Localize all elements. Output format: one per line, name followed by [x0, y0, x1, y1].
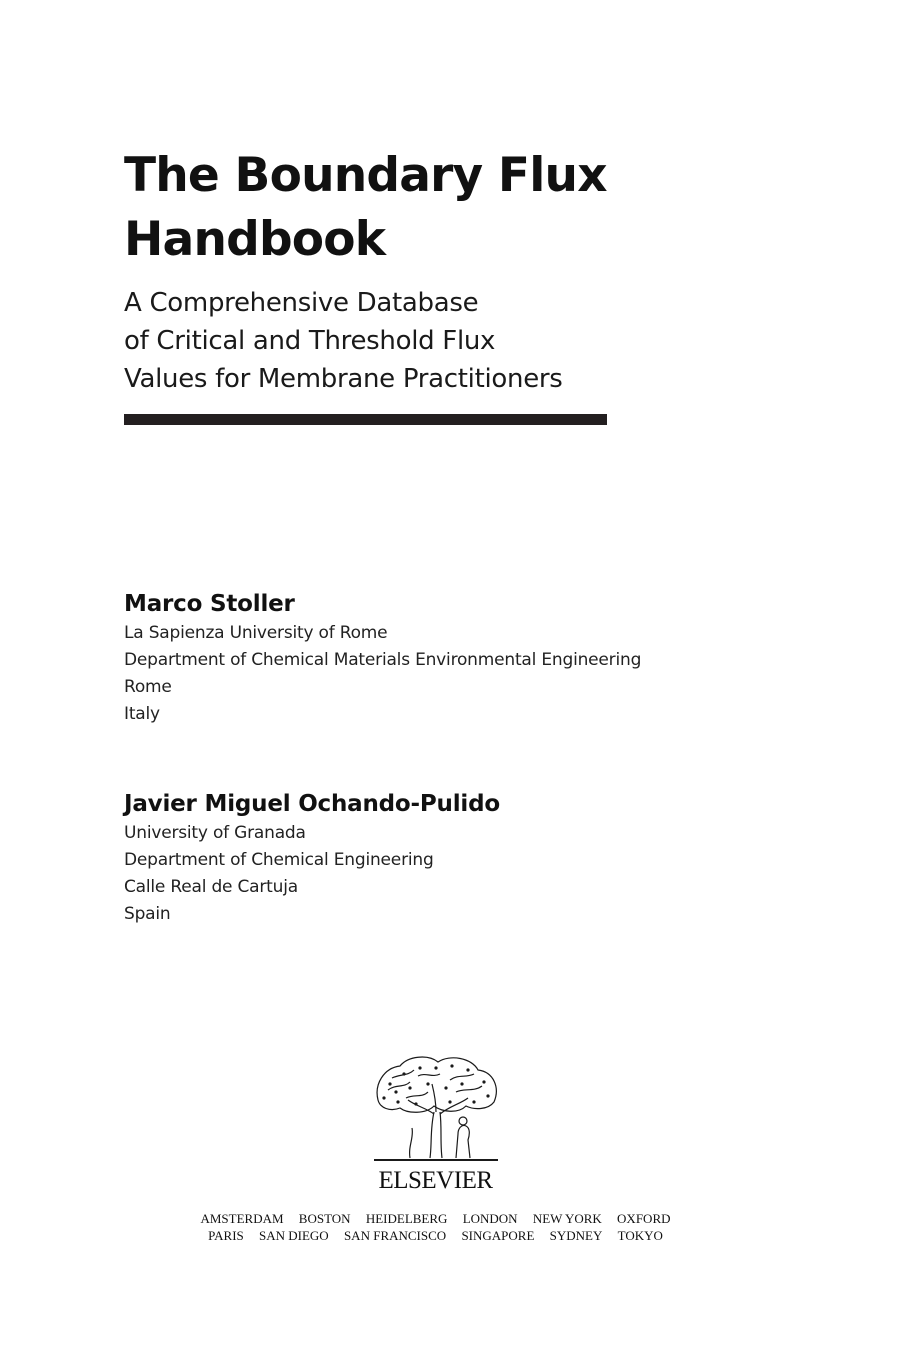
author-block: [124, 788, 500, 928]
book-title-line: Handbook: [124, 212, 386, 267]
author-affiliation-line: Calle Real de Cartuja: [124, 877, 298, 897]
author-name: Javier Miguel Ochando-Pulido: [124, 791, 500, 817]
city-name: PARIS: [208, 1228, 244, 1243]
author-affiliation-line: Department of Chemical Materials Environmental Engineering: [124, 650, 642, 670]
city-name: OXFORD: [617, 1211, 671, 1226]
book-subtitle: [124, 284, 563, 398]
city-name: BOSTON: [298, 1211, 351, 1226]
book-title-line: The Boundary Flux: [124, 148, 607, 203]
city-name: LONDON: [462, 1211, 518, 1226]
book-subtitle-line: Values for Membrane Practitioners: [124, 364, 563, 394]
author-block: [124, 588, 641, 728]
city-name: SAN FRANCISCO: [343, 1228, 447, 1243]
publisher-name: ELSEVIER: [378, 1167, 493, 1194]
city-name: TOKYO: [617, 1228, 663, 1243]
author-affiliation-line: Italy: [124, 704, 160, 724]
city-name: SYDNEY: [549, 1228, 603, 1243]
book-subtitle-line: of Critical and Threshold Flux: [124, 326, 496, 356]
title-divider: [124, 414, 607, 425]
publisher-cities-row: [0, 1210, 871, 1227]
elsevier-tree-icon: [370, 1054, 502, 1164]
city-name: SAN DIEGO: [259, 1228, 329, 1243]
city-name: NEW YORK: [532, 1211, 602, 1226]
publisher-cities-row: [0, 1227, 871, 1244]
author-affiliation-line: Spain: [124, 904, 171, 924]
book-subtitle-line: A Comprehensive Database: [124, 288, 479, 318]
city-name: SINGAPORE: [461, 1228, 535, 1243]
city-name: AMSTERDAM: [200, 1211, 284, 1226]
author-name: Marco Stoller: [124, 591, 295, 617]
author-affiliation-line: Rome: [124, 677, 172, 697]
author-affiliation-line: University of Granada: [124, 823, 306, 843]
author-affiliation-line: La Sapienza University of Rome: [124, 623, 388, 643]
author-affiliation-line: Department of Chemical Engineering: [124, 850, 434, 870]
city-name: HEIDELBERG: [365, 1211, 448, 1226]
book-title: [124, 144, 607, 272]
